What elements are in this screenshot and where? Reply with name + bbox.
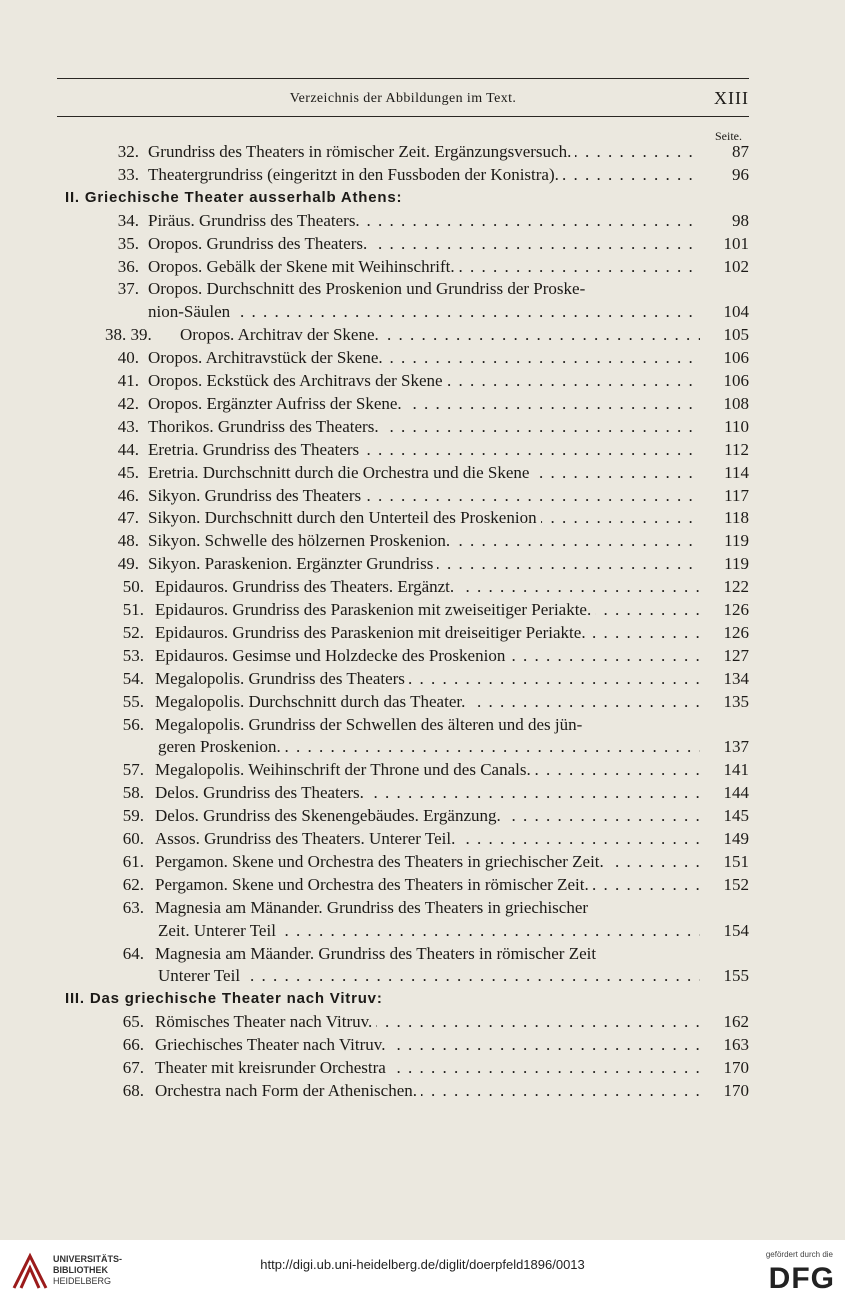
figure-caption-text: Pergamon. Skene und Orchestra des Theaters in griechischer Zeit. bbox=[155, 852, 608, 871]
figure-number: 54. bbox=[122, 668, 144, 688]
figure-caption bbox=[148, 346, 700, 369]
figure-number: 61. bbox=[122, 851, 144, 871]
figure-caption-text: Theater mit kreisrunder Orchestra bbox=[155, 1058, 390, 1077]
figure-caption bbox=[155, 942, 750, 965]
page-reference: 119 bbox=[724, 554, 749, 574]
list-item bbox=[0, 140, 845, 163]
figure-caption bbox=[148, 392, 700, 415]
figure-number: 45. bbox=[117, 462, 139, 482]
list-item bbox=[0, 919, 845, 942]
page-reference: 117 bbox=[724, 485, 749, 505]
figure-caption-text: Thorikos. Grundriss des Theaters. bbox=[148, 417, 383, 436]
figure-caption bbox=[155, 873, 700, 896]
figure-number: 66. bbox=[122, 1035, 144, 1055]
figure-caption-text: nion-Säulen bbox=[148, 302, 234, 321]
page-reference: 135 bbox=[723, 691, 749, 711]
figure-caption bbox=[155, 1010, 700, 1033]
page-reference: 126 bbox=[723, 622, 749, 642]
running-head bbox=[57, 88, 749, 110]
figure-caption bbox=[155, 1056, 700, 1079]
page-reference: 119 bbox=[724, 531, 749, 551]
list-item bbox=[0, 804, 845, 827]
figure-caption-text: Magnesia am Mänander. Grundriss des Theaters in griechischer bbox=[155, 897, 589, 917]
figure-caption bbox=[148, 484, 700, 507]
figure-caption-text: Megalopolis. Durchschnitt durch das Theater. bbox=[155, 692, 469, 711]
figure-caption bbox=[148, 415, 700, 438]
page-reference: 155 bbox=[723, 966, 749, 986]
figure-number: 60. bbox=[122, 829, 144, 848]
figure-caption bbox=[148, 140, 700, 163]
list-item bbox=[0, 323, 845, 346]
figure-caption-text: Oropos. Architrav der Skene. bbox=[180, 325, 383, 344]
figure-number: 47. bbox=[117, 508, 139, 528]
page-reference: 149 bbox=[723, 829, 749, 848]
list-item bbox=[0, 827, 845, 850]
page-reference: 101 bbox=[723, 233, 749, 253]
figure-caption-text: Orchestra nach Form der Athenischen. bbox=[155, 1081, 421, 1100]
figure-caption-text: Oropos. Gebälk der Skene mit Weihinschrift. bbox=[148, 257, 459, 276]
figure-caption bbox=[158, 964, 700, 987]
page-reference: 118 bbox=[724, 508, 749, 528]
section-heading-text: III. Das griechische Theater nach Vitruv: bbox=[65, 990, 383, 1008]
figure-number: 35. bbox=[117, 233, 139, 253]
figure-caption bbox=[155, 621, 700, 644]
figure-caption-text: Megalopolis. Grundriss der Schwellen des älteren und des jün- bbox=[155, 714, 583, 734]
figure-caption bbox=[148, 209, 700, 232]
list-item bbox=[0, 758, 845, 781]
figure-number: 33. bbox=[117, 164, 139, 184]
page-reference: 106 bbox=[723, 348, 749, 368]
page-reference: 137 bbox=[723, 737, 749, 757]
page-reference: 108 bbox=[723, 393, 749, 413]
figure-caption-text: Eretria. Grundriss des Theaters bbox=[148, 440, 363, 459]
figure-number: 52. bbox=[122, 622, 144, 642]
figure-caption bbox=[155, 896, 750, 919]
figure-caption-text: Megalopolis. Weihinschrift der Throne und des Canals. bbox=[155, 760, 535, 779]
library-name-line2: BIBLIOTHEK bbox=[53, 1265, 108, 1275]
figure-caption-text: Pergamon. Skene und Orchestra des Theaters in römischer Zeit. bbox=[155, 875, 593, 894]
header-rule-bottom bbox=[57, 116, 749, 117]
figure-caption-text: Oropos. Durchschnitt des Proskenion und Grundriss der Proske- bbox=[148, 279, 586, 299]
figure-number: 59. bbox=[122, 806, 144, 826]
figure-caption bbox=[148, 369, 700, 392]
figure-caption-text: Delos. Grundriss des Theaters. bbox=[155, 783, 368, 802]
list-item bbox=[0, 942, 845, 965]
figure-caption-text: Piräus. Grundriss des Theaters. bbox=[148, 211, 364, 230]
permalink-url[interactable]: http://digi.ub.uni-heidelberg.de/diglit/doerpfeld1896/0013 bbox=[260, 1257, 585, 1272]
figure-caption bbox=[158, 735, 700, 758]
figure-caption bbox=[155, 804, 700, 827]
page-reference: 163 bbox=[723, 1035, 749, 1055]
figure-number: 36. bbox=[117, 256, 139, 276]
figure-caption-text: Sikyon. Schwelle des hölzernen Proskenion. bbox=[148, 531, 454, 550]
page-reference: 154 bbox=[723, 920, 749, 940]
list-item bbox=[0, 255, 845, 278]
figure-number: 34. bbox=[117, 210, 139, 230]
figure-caption-text: Oropos. Ergänzter Aufriss der Skene. bbox=[148, 394, 406, 413]
figure-number: 51. bbox=[122, 600, 144, 619]
page-reference: 144 bbox=[723, 783, 749, 803]
list-item bbox=[0, 621, 845, 644]
list-item bbox=[0, 644, 845, 667]
figure-caption-text: Eretria. Durchschnitt durch die Orchestra und die Skene bbox=[148, 463, 533, 482]
list-item bbox=[0, 1010, 845, 1033]
figure-number: 67. bbox=[122, 1058, 144, 1077]
page-reference: 151 bbox=[723, 851, 749, 871]
list-item bbox=[0, 506, 845, 529]
figure-caption-text: Griechisches Theater nach Vitruv. bbox=[155, 1035, 389, 1054]
figure-number: 46. bbox=[117, 485, 139, 505]
page-reference: 102 bbox=[723, 256, 749, 276]
list-item bbox=[0, 850, 845, 873]
funded-by-label: gefördert durch die bbox=[765, 1250, 833, 1259]
page-reference: 122 bbox=[723, 577, 749, 597]
figure-caption-text: Magnesia am Mäander. Grundriss des Theaters in römischer Zeit bbox=[155, 943, 597, 963]
list-item bbox=[0, 415, 845, 438]
list-item bbox=[0, 232, 845, 255]
list-item bbox=[0, 713, 845, 736]
figure-caption-text: Zeit. Unterer Teil bbox=[158, 921, 280, 940]
page-reference: 112 bbox=[724, 439, 749, 459]
list-item bbox=[0, 461, 845, 484]
figure-caption bbox=[158, 919, 700, 942]
list-item bbox=[0, 667, 845, 690]
figure-caption-text: Epidauros. Grundriss des Paraskenion mit dreiseitiger Periakte. bbox=[155, 623, 590, 642]
figure-number: 68. bbox=[122, 1080, 144, 1100]
figure-caption-text: Epidauros. Grundriss des Paraskenion mit zweiseitiger Periakte. bbox=[155, 600, 595, 619]
figure-number: 58. bbox=[122, 783, 144, 803]
list-item bbox=[0, 873, 845, 896]
figure-number: 48. bbox=[117, 531, 139, 551]
figure-caption bbox=[155, 850, 700, 873]
page-reference: 170 bbox=[723, 1080, 749, 1100]
figure-caption bbox=[155, 713, 750, 736]
list-item bbox=[0, 346, 845, 369]
figure-number: 41. bbox=[117, 371, 139, 390]
figure-caption bbox=[148, 552, 700, 575]
figure-caption-text: Oropos. Architravstück der Skene. bbox=[148, 348, 387, 367]
list-item bbox=[0, 484, 845, 507]
figure-number: 32. bbox=[117, 142, 139, 161]
figure-caption bbox=[148, 438, 700, 461]
page-reference: 105 bbox=[723, 325, 749, 345]
page-reference: 106 bbox=[723, 371, 749, 390]
figure-number: 42. bbox=[117, 393, 139, 413]
figure-caption-text: Sikyon. Durchschnitt durch den Unterteil des Proskenion bbox=[148, 508, 541, 527]
list-item bbox=[0, 1056, 845, 1079]
figure-caption bbox=[155, 667, 700, 690]
figure-caption-text: Megalopolis. Grundriss des Theaters bbox=[155, 669, 409, 688]
list-item bbox=[0, 1033, 845, 1056]
list-item bbox=[0, 277, 845, 300]
list-item bbox=[0, 735, 845, 758]
list-item bbox=[0, 163, 845, 186]
figure-number: 55. bbox=[122, 691, 144, 711]
list-item bbox=[0, 369, 845, 392]
page-reference: 170 bbox=[723, 1058, 749, 1077]
page-reference: 141 bbox=[723, 760, 749, 780]
page-reference: 110 bbox=[724, 416, 749, 436]
page-reference: 134 bbox=[723, 668, 749, 688]
page-reference: 152 bbox=[723, 874, 749, 894]
figure-caption-text: Epidauros. Gesimse und Holzdecke des Proskenion bbox=[155, 646, 509, 665]
header-rule-top bbox=[57, 78, 749, 79]
figure-caption bbox=[155, 827, 700, 850]
figure-caption-text: Theatergrundriss (eingeritzt in den Fussboden der Konistra). bbox=[148, 165, 563, 184]
figure-caption bbox=[155, 1033, 700, 1056]
figure-caption-text: Oropos. Grundriss des Theaters. bbox=[148, 234, 371, 253]
library-name-line1: UNIVERSITÄTS- bbox=[53, 1254, 123, 1264]
list-item bbox=[0, 896, 845, 919]
list-item bbox=[0, 781, 845, 804]
page-reference: 98 bbox=[732, 210, 749, 230]
figure-number: 53. bbox=[122, 645, 144, 665]
figure-caption bbox=[148, 163, 700, 186]
figure-caption bbox=[155, 575, 700, 598]
dfg-logo: DFG bbox=[768, 1262, 835, 1295]
seite-column-label: Seite. bbox=[715, 129, 742, 143]
figure-number: 56. bbox=[122, 714, 144, 734]
figure-caption-text: Assos. Grundriss des Theaters. Unterer Teil. bbox=[155, 829, 459, 848]
list-item bbox=[0, 438, 845, 461]
running-title: Verzeichnis der Abbildungen im Text. bbox=[289, 91, 517, 106]
figure-number: 37. bbox=[117, 279, 139, 299]
figure-caption bbox=[155, 1079, 700, 1102]
figure-caption-text: geren Proskenion. bbox=[158, 737, 285, 756]
figure-caption bbox=[148, 529, 700, 552]
library-name-line3: HEIDELBERG bbox=[53, 1276, 112, 1286]
figure-caption bbox=[148, 300, 700, 323]
figure-caption bbox=[155, 644, 700, 667]
list-item bbox=[0, 964, 845, 987]
figure-caption bbox=[155, 598, 700, 621]
page-number: XIII bbox=[714, 88, 749, 108]
figure-number: 38. 39. bbox=[105, 325, 152, 345]
page-reference: 114 bbox=[724, 462, 749, 482]
figure-caption-text: Römisches Theater nach Vitruv. bbox=[155, 1012, 376, 1031]
page-reference: 87 bbox=[732, 142, 749, 161]
page-reference: 127 bbox=[723, 645, 749, 665]
list-item bbox=[0, 552, 845, 575]
page-reference: 104 bbox=[723, 302, 749, 322]
list-item bbox=[0, 300, 845, 323]
figure-number: 50. bbox=[122, 577, 144, 597]
figure-number: 49. bbox=[117, 554, 139, 574]
figure-caption bbox=[148, 255, 700, 278]
figure-number: 57. bbox=[122, 760, 144, 780]
section-heading bbox=[0, 987, 845, 1010]
figure-number: 40. bbox=[117, 348, 139, 368]
section-heading-text: II. Griechische Theater ausserhalb Athens: bbox=[65, 188, 403, 206]
figure-number: 44. bbox=[117, 439, 139, 459]
figure-number: 65. bbox=[122, 1012, 144, 1032]
figure-number: 64. bbox=[122, 943, 144, 963]
figure-caption-text: Unterer Teil bbox=[158, 966, 244, 985]
figure-caption-text: Sikyon. Paraskenion. Ergänzter Grundriss bbox=[148, 554, 437, 573]
list-item bbox=[0, 529, 845, 552]
figure-caption-text: Epidauros. Grundriss des Theaters. Ergänzt. bbox=[155, 577, 458, 596]
figure-caption bbox=[148, 506, 700, 529]
figure-caption-text: Delos. Grundriss des Skenengebäudes. Ergänzung. bbox=[155, 806, 505, 825]
figure-caption-text: Sikyon. Grundriss des Theaters bbox=[148, 486, 365, 505]
figure-number: 43. bbox=[117, 416, 139, 436]
figure-number: 63. bbox=[122, 897, 144, 917]
page-reference: 145 bbox=[723, 806, 749, 826]
figure-caption-text: Oropos. Eckstück des Architravs der Skene bbox=[148, 371, 447, 390]
figure-number: 62. bbox=[122, 874, 144, 894]
list-item bbox=[0, 690, 845, 713]
page-reference: 162 bbox=[723, 1012, 749, 1032]
list-item bbox=[0, 575, 845, 598]
figure-caption bbox=[155, 758, 700, 781]
list-item bbox=[0, 392, 845, 415]
page-reference: 96 bbox=[732, 164, 749, 184]
figure-caption bbox=[148, 277, 750, 300]
figure-caption bbox=[155, 690, 700, 713]
list-item bbox=[0, 598, 845, 621]
list-item bbox=[0, 1079, 845, 1102]
figure-caption bbox=[180, 323, 700, 346]
figure-caption-text: Grundriss des Theaters in römischer Zeit. Ergänzungsversuch. bbox=[148, 142, 575, 161]
figure-caption bbox=[148, 232, 700, 255]
page-reference: 126 bbox=[723, 600, 749, 619]
figure-caption bbox=[155, 781, 700, 804]
footer-bar bbox=[0, 1240, 845, 1301]
section-heading bbox=[0, 186, 845, 209]
figure-caption bbox=[148, 461, 700, 484]
list-item bbox=[0, 209, 845, 232]
